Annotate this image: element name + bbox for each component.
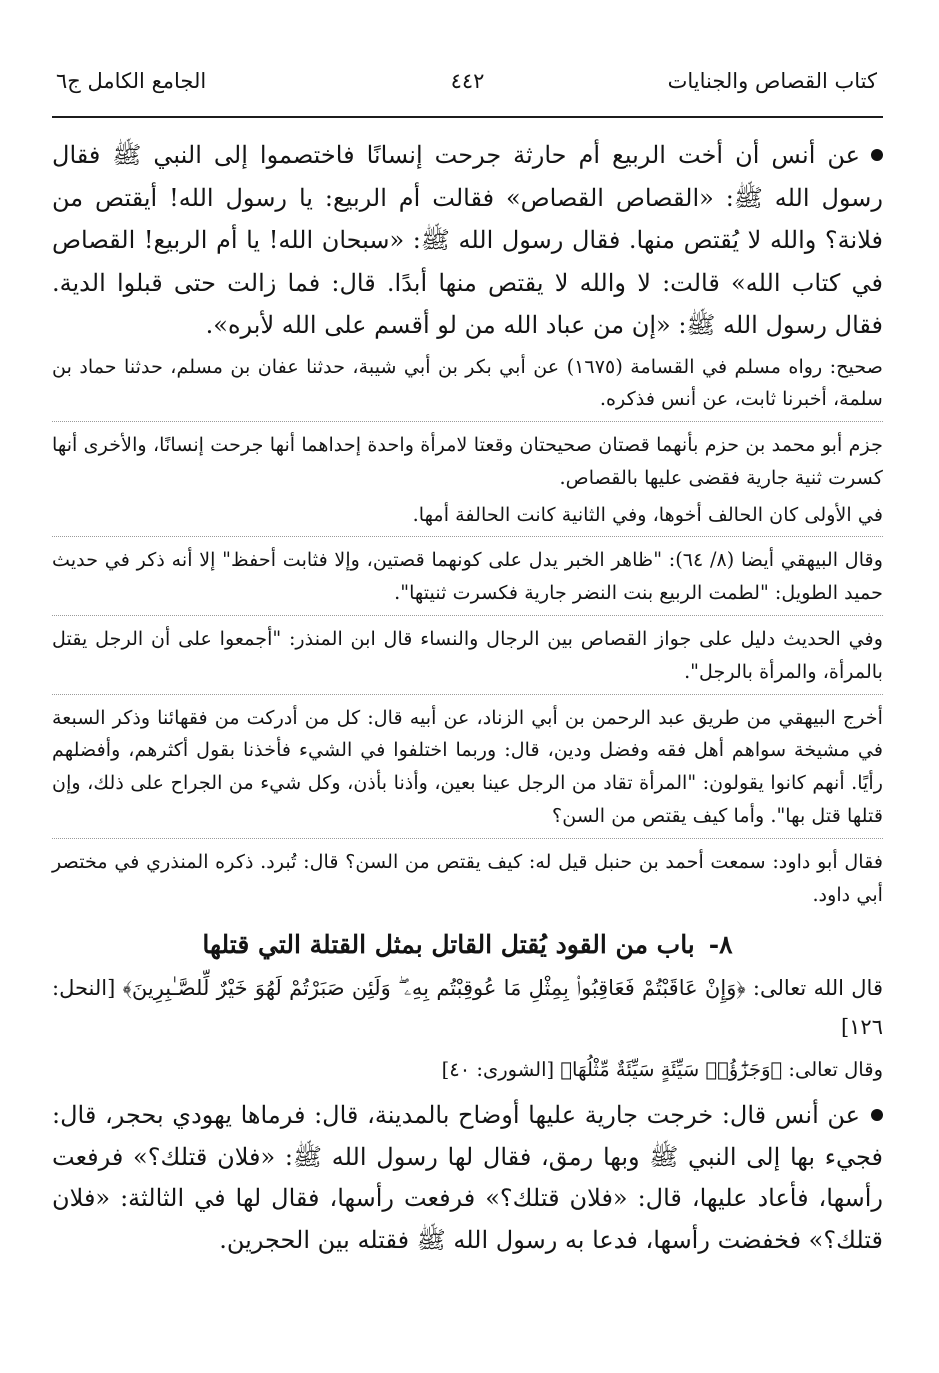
divider: [52, 536, 883, 537]
book-page: [52, 0, 883, 1261]
bullet-icon: [871, 149, 883, 161]
page-number: ٤٤٢: [450, 69, 485, 93]
hadith-paragraph: [52, 134, 883, 347]
hadith-paragraph: [52, 1095, 883, 1261]
quran-citation: وقال تعالى: ﴿وَجَزَٰٓؤُا۟ سَيِّئَةٍ سَيِّئَةٌ مِّثْلُهَا﴾ [الشورى: ٤٠]: [441, 1058, 883, 1082]
commentary-note: أخرج البيهقي من طريق عبد الرحمن بن أبي الزناد، عن أبيه قال: كل من أدركت من فقهائنا وذكر السبعة في مشيخة سواهم أهل فقه وفضل ودين، قال: وربما اختلفوا في الشيء فأخذنا بقول أكثرهم، وأفضلهم رأيًا. أنهم كانوا يقولون: "المرأة تقاد من الرجل عينا بعين، وأذنا بأذن، وكل شيء من الجراح على ذلك، وإن قتلها قتل بها". وأما كيف يقتص من السن؟: [52, 705, 883, 828]
commentary-note: فقال أبو داود: سمعت أحمد بن حنبل قيل له: كيف يقتص من السن؟ قال: تُبرد. ذكره المنذري في مختصر أبي داود.: [52, 849, 883, 906]
commentary-note: وقال البيهقي أيضا (٨/ ٦٤): "ظاهر الخبر يدل على كونهما قصتين، وإلا فثابت أحفظ" إلا أنه ذكر في حديث حميد الطويل: "لطمت الربيع بنت النضر جارية فكسرت ثنيتها".: [52, 548, 883, 605]
book-title: كتاب القصاص والجنايات: [667, 69, 877, 93]
divider: [52, 838, 883, 839]
series-title: الجامع الكامل ج٦: [56, 69, 207, 93]
chapter-heading: [52, 923, 883, 967]
hadith-text: عن أنس أن أخت الربيع أم حارثة جرحت إنسانًا فاختصموا إلى النبي ﷺ فقال رسول الله ﷺ: «القصاص القصاص» فقالت أم الربيع: يا رسول الله! أيقتص من فلانة؟ والله لا يُقتص منها. فقال رسول الله ﷺ: «سبحان الله! يا أم الربيع! القصاص في كتاب الله» قالت: لا والله لا يقتص منها أبدًا. قال: فما زالت حتى قبلوا الدية. فقال رسول الله ﷺ: «إن من عباد الله من لو أقسم على الله لأبره».: [52, 141, 883, 339]
bullet-icon: [871, 1109, 883, 1121]
hadith-text: عن أنس قال: خرجت جارية عليها أوضاح بالمدينة، قال: فرماها يهودي بحجر، قال: فجيء بها إلى النبي ﷺ وبها رمق، فقال لها رسول الله ﷺ: «فلان قتلك؟» فرفعت رأسها، فأعاد عليها، قال: «فلان قتلك؟» فرفعت رأسها، فقال لها في الثالثة: «فلان قتلك؟» فخفضت رأسها، فدعا به رسول الله ﷺ فقتله بين الحجرين.: [52, 1101, 883, 1254]
commentary-note: جزم أبو محمد بن حزم بأنهما قصتان صحيحتان وقعتا لامرأة واحدة إحداهما أنها جرحت إنسانًا، والأخرى أنها كسرت ثنية جارية فقضى عليها بالقصاص.: [52, 433, 883, 489]
page-body: [52, 118, 883, 1261]
page-header: [52, 0, 883, 118]
divider: [52, 694, 883, 695]
divider: [52, 421, 883, 422]
commentary-note: وفي الحديث دليل على جواز القصاص بين الرجال والنساء قال ابن المنذر: "أجمعوا على أن الرجل يقتل بالمرأة، والمرأة بالرجل".: [52, 627, 883, 683]
chapter-number: ٨-: [708, 930, 733, 960]
quran-citation: قال الله تعالى: ﴿وَإِنْ عَاقَبْتُمْ فَعَاقِبُوا۟ بِمِثْلِ مَا عُوقِبْتُم بِهِۦ ۖ وَلَئِن صَبَرْتُمْ لَهُوَ خَيْرٌ لِّلصَّـٰبِرِينَ﴾ [النحل: ١٢٦]: [52, 976, 883, 1040]
divider: [52, 615, 883, 616]
chapter-title: باب من القود يُقتل القاتل بمثل القتلة التي قتلها: [202, 930, 695, 960]
takhrij-note: صحيح: رواه مسلم في القسامة (١٦٧٥) عن أبي بكر بن أبي شيبة، حدثنا عفان بن مسلم، حدثنا حماد بن سلمة، أخبرنا ثابت، عن أنس فذكره.: [52, 354, 883, 411]
commentary-note: في الأولى كان الحالف أخوها، وفي الثانية كانت الحالفة أمها.: [412, 502, 883, 526]
